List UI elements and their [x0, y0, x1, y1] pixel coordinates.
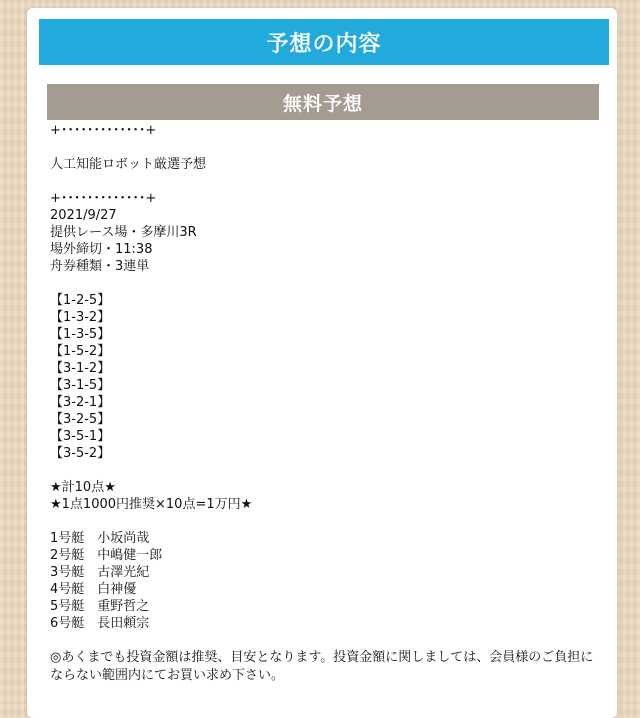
boat-number: 5号艇 [50, 599, 85, 614]
race-deadline: 場外締切・11:38 [50, 242, 153, 257]
investment-note: ◎あくまでも投資金額は推奨、目安となります。投資金額に関しましては、会員様のご負担にならない範囲内にてお買い求め下さい。 [50, 650, 594, 683]
racer-name: 小坂尚哉 [97, 531, 150, 546]
boat-entry [50, 564, 598, 581]
prediction-heading: 人工知能ロボット厳選予想 [50, 157, 207, 172]
racer-name: 重野哲之 [97, 599, 150, 614]
boat-number: 4号艇 [50, 582, 85, 597]
bet-type: 舟券種類・3連単 [50, 259, 150, 274]
combination-item: 【3-5-2】 [50, 446, 111, 461]
racer-name: 古澤光紀 [97, 565, 150, 580]
combination-item: 【3-2-5】 [50, 412, 111, 427]
boat-entry [50, 530, 598, 547]
boat-number: 6号艇 [50, 616, 85, 631]
boat-entry [50, 598, 598, 615]
page-title: 予想の内容 [39, 19, 609, 65]
race-venue: 提供レース場・多摩川3R [50, 225, 197, 240]
combination-item: 【3-1-2】 [50, 361, 111, 376]
prediction-content [50, 122, 598, 685]
boat-entry [50, 581, 598, 598]
boat-number: 1号艇 [50, 531, 85, 546]
combination-item: 【3-1-5】 [50, 378, 111, 393]
section-title: 無料予想 [47, 84, 599, 120]
racer-name: 長田頼宗 [97, 616, 150, 631]
divider-line: +･････････････+ [50, 123, 157, 138]
total-points: ★計10点★ [50, 480, 116, 495]
combination-item: 【1-5-2】 [50, 344, 111, 359]
boat-entry [50, 547, 598, 564]
racer-name: 白神優 [97, 582, 137, 597]
racer-name: 中嶋健一郎 [97, 548, 163, 563]
combination-item: 【3-2-1】 [50, 395, 111, 410]
bet-recommendation: ★1点1000円推奨×10点=1万円★ [50, 497, 253, 512]
prediction-card [27, 8, 617, 718]
combination-item: 【1-3-5】 [50, 327, 111, 342]
divider-line: +･････････････+ [50, 191, 157, 206]
boat-number: 3号艇 [50, 565, 85, 580]
race-date: 2021/9/27 [50, 208, 117, 223]
combination-item: 【1-2-5】 [50, 293, 111, 308]
boat-entry [50, 615, 598, 632]
combination-item: 【1-3-2】 [50, 310, 111, 325]
boat-number: 2号艇 [50, 548, 85, 563]
combination-item: 【3-5-1】 [50, 429, 111, 444]
